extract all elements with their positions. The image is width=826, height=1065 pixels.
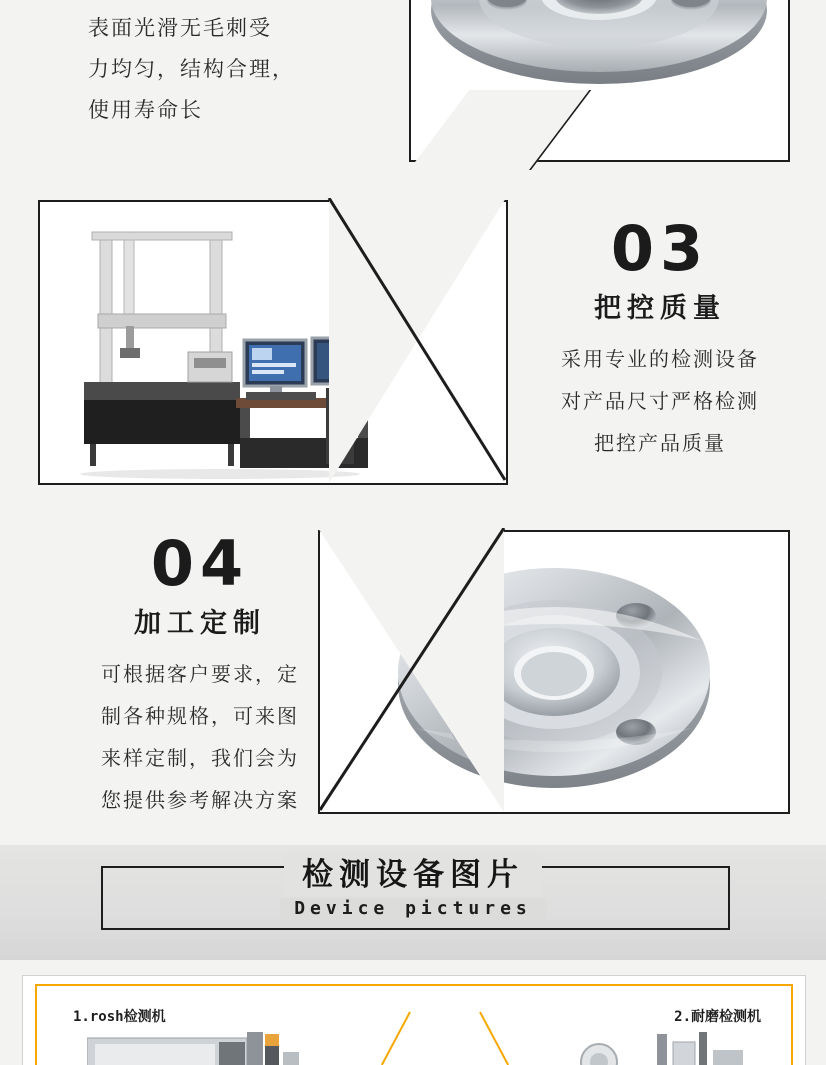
section-03-line-3: 把控产品质量 [594,433,726,455]
gallery-divider-right [479,1012,509,1065]
section-03-line-1: 采用专业的检测设备 [561,349,759,371]
section-03-diagonal-notch [329,198,506,483]
rosh-tester-photo [87,1032,302,1065]
section-03-line-2: 对产品尺寸严格检测 [561,391,759,413]
section-03-body [520,339,800,465]
gallery-divider-left [381,1012,411,1065]
wear-tester-photo [547,1032,747,1065]
section-04-line-4: 您提供参考解决方案 [101,790,299,812]
gallery-item-1-label: 1.rosh检测机 [73,1009,166,1025]
device-gallery-frame [35,984,793,1065]
section-03-number: 03 [610,212,710,285]
section-02-line-3: 使用寿命长 [88,99,203,122]
section-02-line-2: 力均匀，结构合理， [88,58,295,81]
section-04-line-3: 来样定制，我们会为 [101,748,299,770]
section-04-body [70,654,330,822]
section-02 [0,0,826,165]
section-03-text [520,212,800,465]
section-04-line-2: 制各种规格，可来图 [101,706,299,728]
section-04-number: 04 [150,527,250,600]
device-gallery [22,975,806,1065]
gallery-item-2-label: 2.耐磨检测机 [674,1009,761,1025]
section-02-body [88,8,388,131]
device-banner [128,854,698,919]
device-banner-subtitle: Device pictures [280,898,546,919]
section-04-text [70,527,330,822]
section-04-diagonal-notch [318,528,504,812]
section-04-subtitle: 加工定制 [134,608,266,638]
section-03-subtitle: 把控质量 [594,293,726,323]
device-banner-title: 检测设备图片 [284,854,542,896]
section-04-line-1: 可根据客户要求，定 [101,664,299,686]
section-02-line-1: 表面光滑无毛刺受 [88,17,272,40]
